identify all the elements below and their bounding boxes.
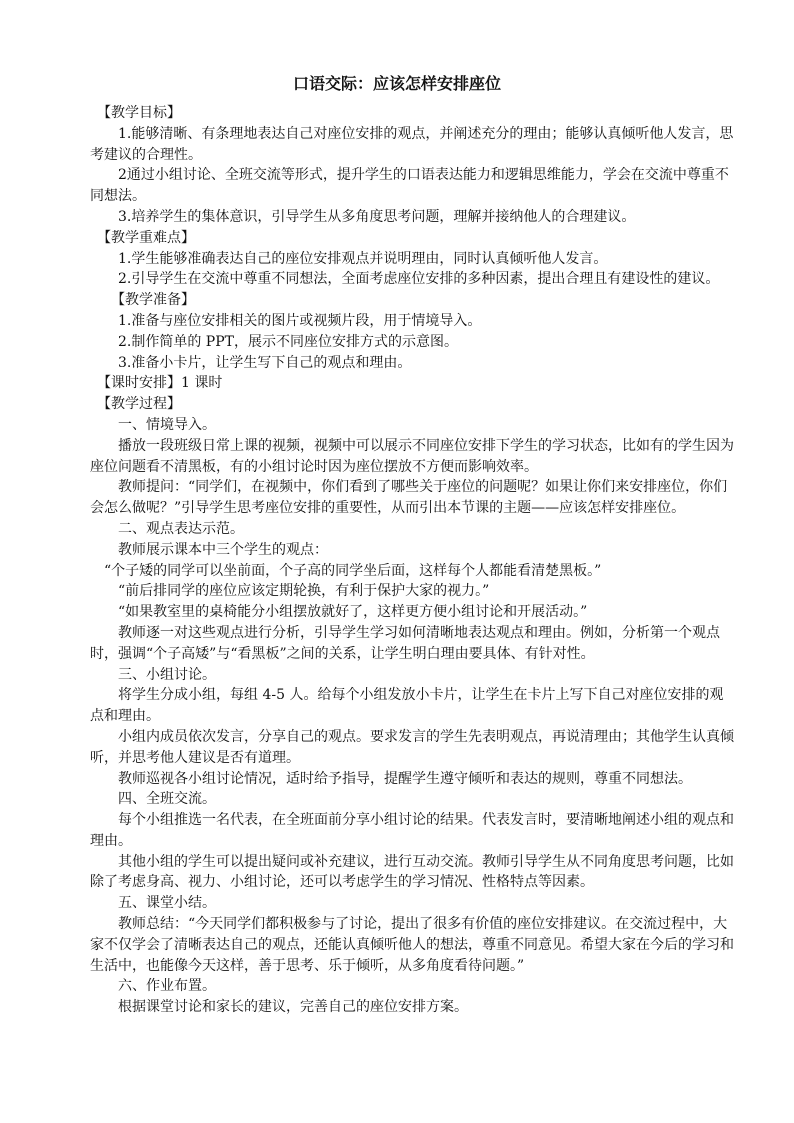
heading-class-hours: 【课时安排】1 课时 (90, 375, 223, 392)
paragraph: 1.准备与座位安排相关的图片或视频片段，用于情境导入。 (90, 312, 482, 329)
section-heading: 一、情境导入。 (90, 416, 216, 433)
heading-preparation: 【教学准备】 (90, 292, 195, 309)
paragraph: 3.培养学生的集体意识，引导学生从多角度思考问题，理解并接纳他人的合理建议。 (90, 208, 636, 225)
paragraph: 教师总结：“今天同学们都积极参与了讨论，提出了很多有价值的座位安排建议。在交流过程中，大家不仅学会了清晰表达自己的观点，还能认真倾听他人的想法，尊重不同意见。希望大家在今后的学习和生活中，也能像今天这样，善于思考、乐于倾听，从多角度看待问题。” (90, 916, 734, 974)
heading-teaching-goals: 【教学目标】 (90, 105, 181, 121)
section-heading: 三、小组讨论。 (90, 666, 216, 683)
paragraph: 教师展示课本中三个学生的观点： (90, 541, 328, 558)
document-title: 口语交际：应该怎样安排座位 (292, 74, 501, 93)
paragraph: 1.能够清晰、有条理地表达自己对座位安排的观点，并阐述充分的理由；能够认真倾听他人发言，思考建议的合理性。 (90, 125, 734, 163)
section-heading: 四、全班交流。 (90, 791, 216, 808)
section-heading: 二、观点表达示范。 (90, 520, 244, 537)
paragraph: 3.准备小卡片，让学生写下自己的观点和理由。 (90, 354, 412, 371)
paragraph: 根据课堂讨论和家长的建议，完善自己的座位安排方案。 (90, 999, 468, 1016)
quote: “个子矮的同学可以坐前面，个子高的同学坐后面，这样每个人都能看清楚黑板。” (90, 562, 602, 579)
section-heading: 五、课堂小结。 (90, 895, 216, 912)
heading-key-points: 【教学重难点】 (90, 229, 195, 246)
document-body (90, 103, 734, 1018)
paragraph: 2通过小组讨论、全班交流等形式，提升学生的口语表达能力和逻辑思维能力，学会在交流中尊重不同想法。 (90, 167, 729, 205)
paragraph: 将学生分成小组，每组 4-5 人。给每个小组发放小卡片，让学生在卡片上写下自己对座位安排的观点和理由。 (90, 687, 724, 725)
paragraph: 小组内成员依次发言，分享自己的观点。要求发言的学生先表明观点，再说清理由；其他学生认真倾听，并思考他人建议是否有道理。 (90, 728, 734, 766)
section-heading: 六、作业布置。 (90, 978, 216, 995)
paragraph: 2.引导学生在交流中尊重不同想法，全面考虑座位安排的多种因素，提出合理且有建设性的建议。 (90, 271, 720, 288)
paragraph: 2.制作简单的 PPT，展示不同座位安排方式的示意图。 (90, 333, 458, 350)
quote: “如果教室里的桌椅能分小组摆放就好了，这样更方便小组讨论和开展活动。” (90, 604, 588, 621)
paragraph: 播放一段班级日常上课的视频，视频中可以展示不同座位安排下学生的学习状态，比如有的学生因为座位问题看不清黑板，有的小组讨论时因为座位摆放不方便而影响效率。 (90, 437, 734, 475)
paragraph: 其他小组的学生可以提出疑问或补充建议，进行互动交流。教师引导学生从不同角度思考问题，比如除了考虑身高、视力、小组讨论，还可以考虑学生的学习情况、性格特点等因素。 (90, 853, 734, 891)
paragraph: 教师逐一对这些观点进行分析，引导学生学习如何清晰地表达观点和理由。例如，分析第一个观点时，强调“个子高矮”与“看黑板”之间的关系，让学生明白理由要具体、有针对性。 (90, 624, 720, 662)
quote: “前后排同学的座位应该定期轮换，有利于保护大家的视力。” (90, 583, 490, 600)
paragraph: 1.学生能够准确表达自己的座位安排观点并说明理由，同时认真倾听他人发言。 (90, 250, 608, 267)
heading-teaching-process: 【教学过程】 (90, 396, 181, 413)
paragraph: 教师巡视各小组讨论情况，适时给予指导，提醒学生遵守倾听和表达的规则，尊重不同想法。 (90, 770, 692, 787)
paragraph: 教师提问：“同学们，在视频中，你们看到了哪些关于座位的问题呢？如果让你们来安排座位，你们会怎么做呢？”引导学生思考座位安排的重要性，从而引出本节课的主题——应该怎样安排座位。 (90, 479, 728, 517)
paragraph: 每个小组推选一名代表，在全班面前分享小组讨论的结果。代表发言时，要清晰地阐述小组的观点和理由。 (90, 812, 734, 849)
